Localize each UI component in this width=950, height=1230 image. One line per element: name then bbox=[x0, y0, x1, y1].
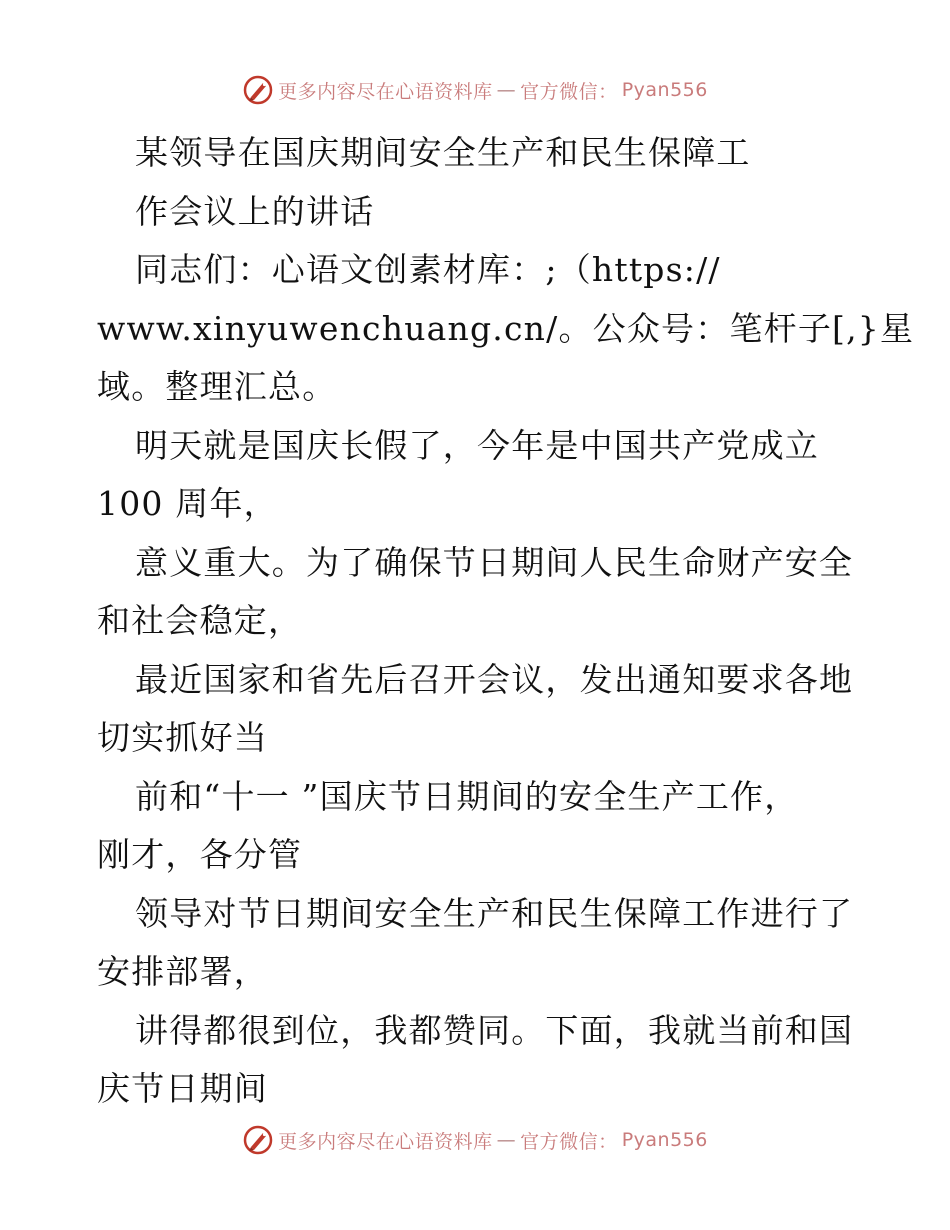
text-line: 作会议上的讲话 bbox=[135, 191, 375, 231]
text-line: 某领导在国庆期间安全生产和民生保障工 bbox=[135, 133, 751, 172]
text-line: 刚才，各分管 bbox=[97, 835, 303, 874]
text-line: 前和“十一 ”国庆节日期间的安全生产工作， bbox=[135, 776, 799, 816]
text-line: 意义重大。为了确保节日期间人民生命财产安全 bbox=[135, 542, 854, 582]
text-line: 领导对节日期间安全生产和民生保障工作进行了 bbox=[135, 893, 854, 933]
document-body bbox=[97, 124, 915, 1119]
watermark-separator: — bbox=[496, 79, 517, 101]
text-line: 讲得都很到位，我都赞同。下面，我就当前和国 bbox=[135, 1010, 854, 1050]
text-line: 100 周年， bbox=[97, 484, 278, 523]
pen-logo-icon bbox=[242, 1124, 274, 1156]
footer-watermark bbox=[0, 1122, 950, 1158]
watermark-contact: 官方微信： bbox=[520, 1130, 618, 1153]
text-line: 域。整理汇总。 bbox=[97, 367, 337, 406]
header-watermark bbox=[0, 72, 950, 108]
watermark-contact: 官方微信： bbox=[520, 80, 618, 103]
pen-logo-icon bbox=[242, 74, 274, 106]
watermark-id: Pyan556 bbox=[621, 1129, 708, 1151]
watermark-id: Pyan556 bbox=[621, 79, 708, 101]
watermark-separator: — bbox=[496, 1129, 517, 1151]
text-line: 同志们：心语文创素材库：;（https:// bbox=[135, 250, 721, 289]
text-line: 切实抓好当 bbox=[97, 718, 268, 757]
text-line: 和社会稳定， bbox=[97, 601, 303, 640]
text-line: 庆节日期间 bbox=[97, 1069, 268, 1108]
text-line: 最近国家和省先后召开会议，发出通知要求各地 bbox=[135, 659, 854, 699]
watermark-text: 更多内容尽在心语资料库 bbox=[278, 80, 493, 103]
text-line: 明天就是国庆长假了，今年是中国共产党成立 bbox=[135, 425, 819, 465]
watermark-text: 更多内容尽在心语资料库 bbox=[278, 1130, 493, 1153]
text-line: www.xinyuwenchuang.cn/。公众号：笔杆子[,}星 bbox=[97, 308, 915, 348]
text-line: 安排部署， bbox=[97, 952, 268, 991]
